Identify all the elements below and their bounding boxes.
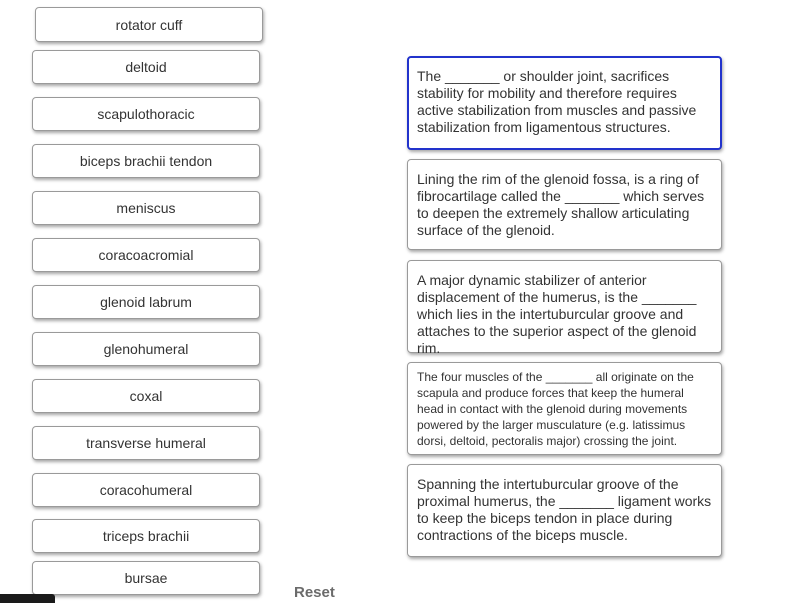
drop-target-glenoid-labrum[interactable]: Lining the rim of the glenoid fossa, is a ring of fibrocartilage called the _______ which serves to deepen the extremely shallow articulating surface of the glenoid. xyxy=(407,159,722,250)
corner-control xyxy=(0,594,55,603)
term-biceps-brachii-tendon[interactable]: biceps brachii tendon xyxy=(32,144,260,178)
drop-target-biceps-tendon[interactable]: A major dynamic stabilizer of anterior displacement of the humerus, is the _______ which lies in the intertuburcular groove and attaches to the superior aspect of the glenoid rim. xyxy=(407,260,722,353)
term-rotator-cuff[interactable]: rotator cuff xyxy=(35,7,263,42)
term-meniscus[interactable]: meniscus xyxy=(32,191,260,225)
term-coracoacromial[interactable]: coracoacromial xyxy=(32,238,260,272)
term-transverse-humeral[interactable]: transverse humeral xyxy=(32,426,260,460)
drop-target-glenohumeral[interactable]: The _______ or shoulder joint, sacrifices stability for mobility and therefore requires active stabilization from muscles and passive stabilization from ligamentous structures. xyxy=(407,56,722,150)
term-deltoid[interactable]: deltoid xyxy=(32,50,260,84)
drop-target-transverse-humeral[interactable]: Spanning the intertuburcular groove of the proximal humerus, the _______ ligament works to keep the biceps tendon in place during contractions of the biceps muscle. xyxy=(407,464,722,557)
term-glenoid-labrum[interactable]: glenoid labrum xyxy=(32,285,260,319)
reset-button[interactable]: Reset xyxy=(294,584,335,601)
term-glenohumeral[interactable]: glenohumeral xyxy=(32,332,260,366)
term-scapulothoracic[interactable]: scapulothoracic xyxy=(32,97,260,131)
term-triceps-brachii[interactable]: triceps brachii xyxy=(32,519,260,553)
term-coxal[interactable]: coxal xyxy=(32,379,260,413)
drop-target-rotator-cuff[interactable]: The four muscles of the _______ all originate on the scapula and produce forces that keep the humeral head in contact with the glenoid during movements powered by the larger musculature (e.g. latissimus dorsi, deltoid, pectoralis major) crossing the joint. xyxy=(407,362,722,455)
term-coracohumeral[interactable]: coracohumeral xyxy=(32,473,260,507)
term-bursae[interactable]: bursae xyxy=(32,561,260,595)
